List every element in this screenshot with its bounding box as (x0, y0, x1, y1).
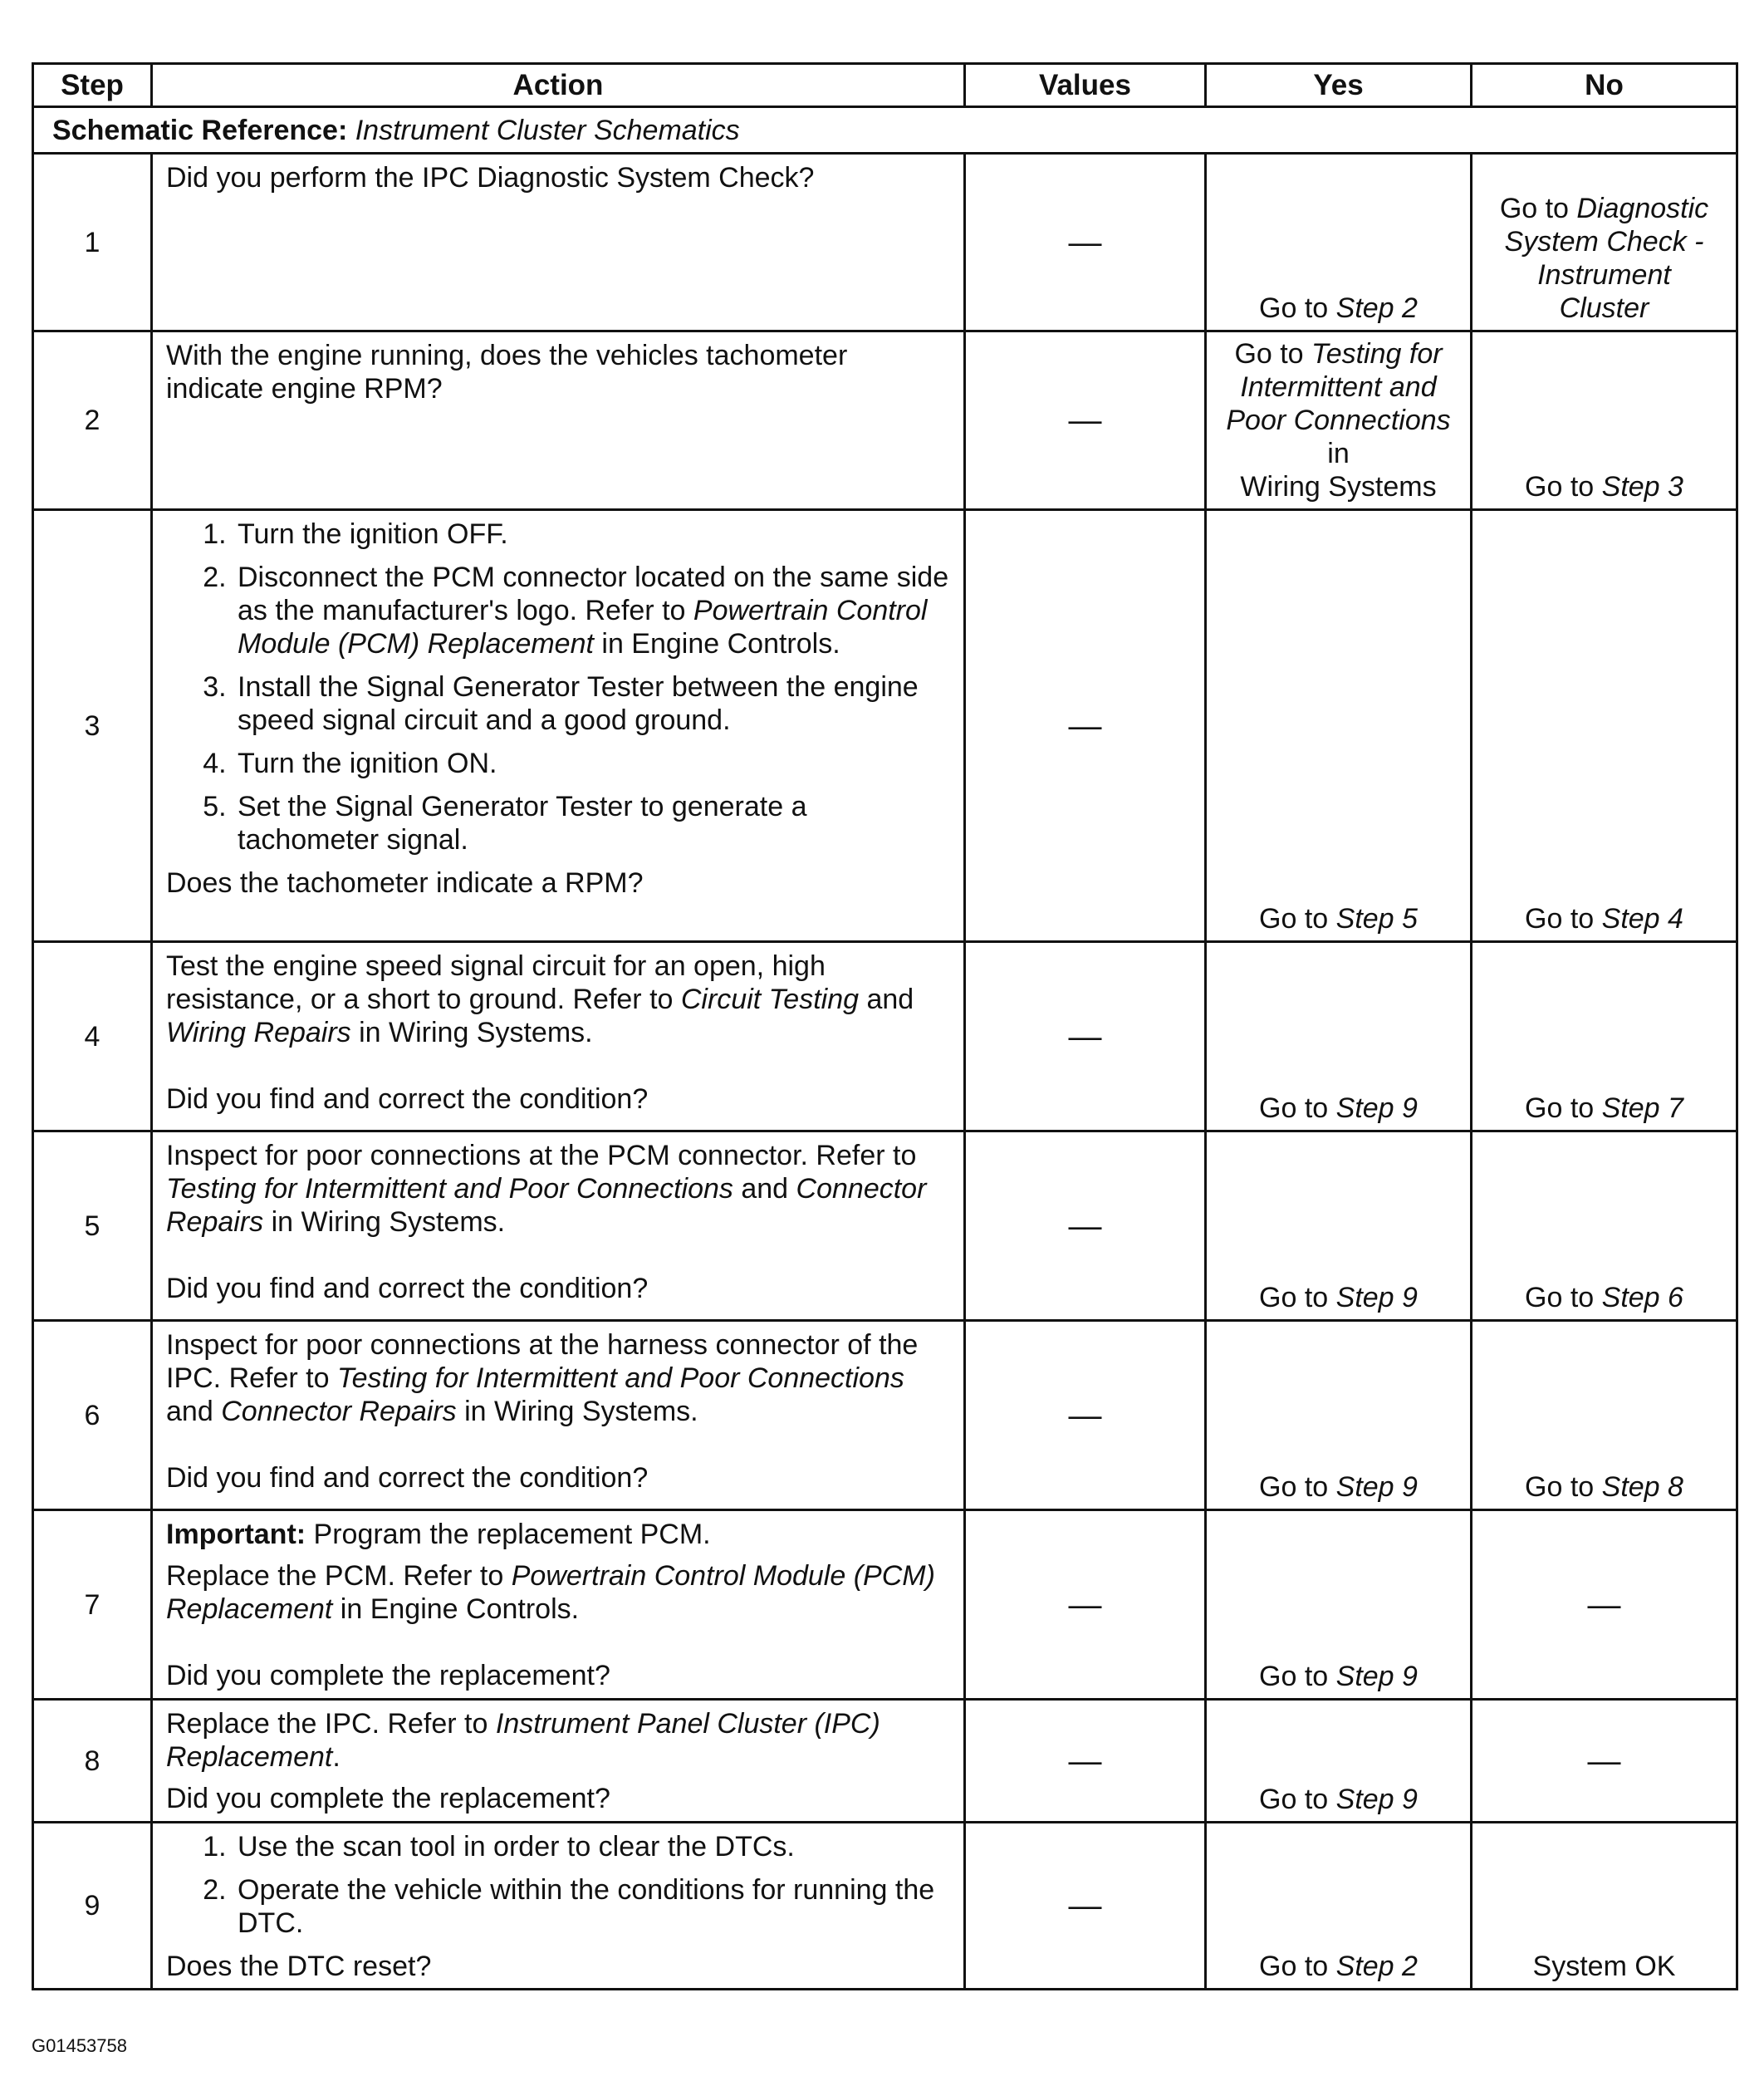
list-item: 5. Set the Signal Generator Tester to generate a tachometer signal. (234, 790, 952, 856)
table-row-step-6 (33, 1321, 1737, 1510)
schematic-reference (33, 107, 1737, 154)
schematic-reference-row (33, 107, 1737, 154)
table-row-step-7 (33, 1510, 1737, 1700)
important-label: Important: (166, 1519, 306, 1550)
step-number: 9 (33, 1823, 152, 1990)
step-number: 6 (33, 1321, 152, 1510)
values-cell: — (965, 1321, 1206, 1510)
question-text: Did you find and correct the condition? (166, 1273, 649, 1304)
no-cell: Go to Step 8 (1472, 1321, 1737, 1510)
values-cell: — (965, 1510, 1206, 1700)
table-row-step-2 (33, 331, 1737, 510)
question-text: Does the DTC reset? (166, 1951, 432, 1982)
procedure-list (166, 518, 952, 856)
table-row-step-8 (33, 1700, 1737, 1823)
step-number: 5 (33, 1131, 152, 1321)
no-cell: — (1472, 1700, 1737, 1823)
figure-id: G01453758 (32, 2035, 127, 2056)
yes-cell: Go to Step 9 (1206, 1700, 1472, 1823)
step-number: 3 (33, 510, 152, 942)
diagnostic-table (32, 62, 1738, 1990)
list-item: 4. Turn the ignition ON. (234, 747, 952, 780)
question-text: Does the tachometer indicate a RPM? (166, 867, 644, 899)
values-cell: — (965, 510, 1206, 942)
no-cell: Go to Diagnostic System Check - Instrument Cluster (1472, 154, 1737, 331)
action-cell: Inspect for poor connections at the harness connector of the IPC. Refer to Testing for Intermittent and Poor Connections and Connector Repairs in Wiring Systems. Did you find and correct the condition? (152, 1321, 965, 1510)
table-row-step-1 (33, 154, 1737, 331)
schematic-label: Schematic Reference: (52, 114, 348, 146)
header-yes: Yes (1206, 64, 1472, 107)
values-cell: — (965, 1823, 1206, 1990)
schematic-link: Instrument Cluster Schematics (355, 114, 740, 146)
no-cell: Go to Step 4 (1472, 510, 1737, 942)
action-cell (152, 154, 965, 331)
question-text: Did you complete the replacement? (166, 1660, 610, 1691)
step-number: 1 (33, 154, 152, 331)
step-number: 7 (33, 1510, 152, 1700)
action-cell: With the engine running, does the vehicles tachometer indicate engine RPM? (152, 331, 965, 510)
values-cell: — (965, 331, 1206, 510)
action-cell (152, 1823, 965, 1990)
header-values: Values (965, 64, 1206, 107)
list-item: 2. Operate the vehicle within the conditions for running the DTC. (234, 1873, 952, 1940)
table-row-step-9 (33, 1823, 1737, 1990)
values-cell: — (965, 942, 1206, 1131)
list-item: 1. Turn the ignition OFF. (234, 518, 952, 551)
yes-cell: Go to Step 9 (1206, 1321, 1472, 1510)
no-cell: Go to Step 7 (1472, 942, 1737, 1131)
yes-cell: Go to Step 9 (1206, 1510, 1472, 1700)
values-cell: — (965, 1131, 1206, 1321)
yes-cell: Go to Step 2 (1206, 1823, 1472, 1990)
step-number: 8 (33, 1700, 152, 1823)
action-cell (152, 510, 965, 942)
list-item: 3. Install the Signal Generator Tester between the engine speed signal circuit and a good ground. (234, 670, 952, 737)
header-action: Action (152, 64, 965, 107)
header-no: No (1472, 64, 1737, 107)
no-cell: Go to Step 6 (1472, 1131, 1737, 1321)
yes-cell: Go to Step 2 (1206, 154, 1472, 331)
table-row-step-5 (33, 1131, 1737, 1321)
action-cell: Important: Program the replacement PCM. Replace the PCM. Refer to Powertrain Control Module (PCM) Replacement in Engine Controls. Did you complete the replacement? (152, 1510, 965, 1700)
list-item: 2. Disconnect the PCM connector located on the same side as the manufacturer's logo. Refer to Powertrain Control Module (PCM) Replacement in Engine Controls. (234, 561, 952, 660)
values-cell: — (965, 1700, 1206, 1823)
no-cell: — (1472, 1510, 1737, 1700)
header-row (33, 64, 1737, 107)
yes-cell: Go to Testing for Intermittent and Poor Connections in Wiring Systems (1206, 331, 1472, 510)
step-number: 4 (33, 942, 152, 1131)
no-cell: System OK (1472, 1823, 1737, 1990)
table-row-step-3 (33, 510, 1737, 942)
no-cell: Go to Step 3 (1472, 331, 1737, 510)
table-row-step-4 (33, 942, 1737, 1131)
question-text: Did you find and correct the condition? (166, 1083, 649, 1115)
question-text: Did you complete the replacement? (166, 1783, 610, 1814)
yes-cell: Go to Step 9 (1206, 942, 1472, 1131)
action-cell: Inspect for poor connections at the PCM connector. Refer to Testing for Intermittent and Poor Connections and Connector Repairs in Wiring Systems. Did you find and correct the condition? (152, 1131, 965, 1321)
values-cell: — (965, 154, 1206, 331)
question-text: Did you find and correct the condition? (166, 1462, 649, 1494)
yes-cell: Go to Step 9 (1206, 1131, 1472, 1321)
yes-cell: Go to Step 5 (1206, 510, 1472, 942)
action-cell: Test the engine speed signal circuit for an open, high resistance, or a short to ground. Refer to Circuit Testing and Wiring Repairs in Wiring Systems. Did you find and correct the condition? (152, 942, 965, 1131)
header-step: Step (33, 64, 152, 107)
step-number: 2 (33, 331, 152, 510)
action-text: Did you perform the IPC Diagnostic System Check? (166, 162, 815, 194)
action-cell: Replace the IPC. Refer to Instrument Panel Cluster (IPC) Replacement. Did you complete the replacement? (152, 1700, 965, 1823)
list-item: 1. Use the scan tool in order to clear the DTCs. (234, 1830, 952, 1863)
procedure-list (166, 1830, 952, 1940)
